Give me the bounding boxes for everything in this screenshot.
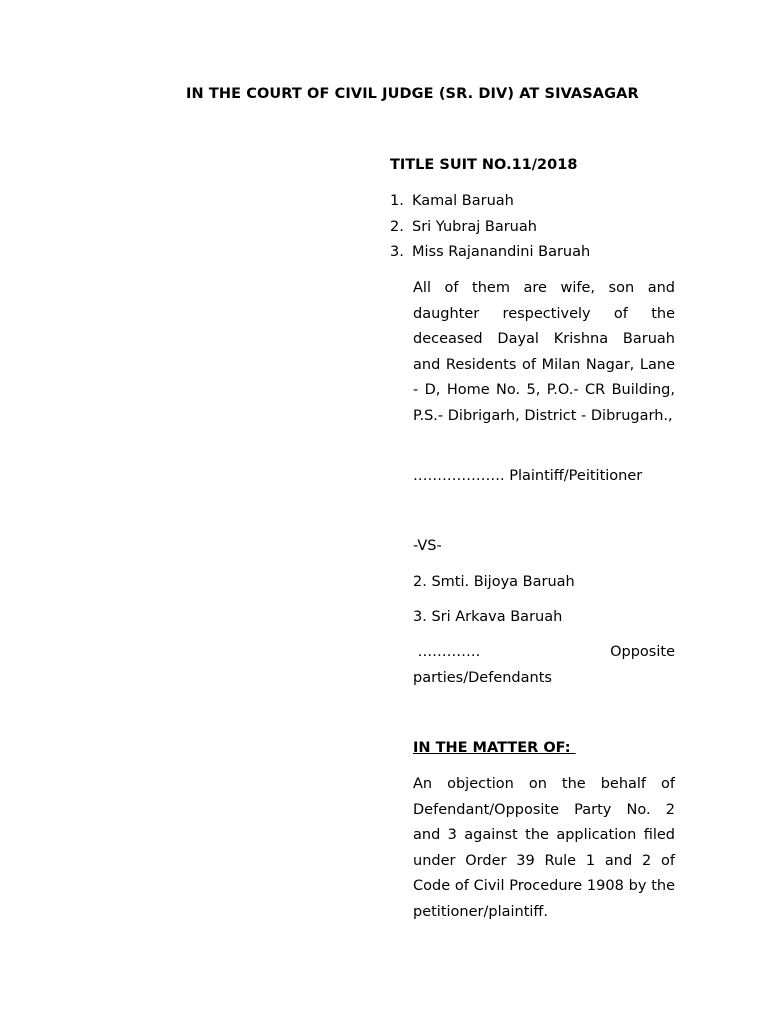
defendant-role-dots: …………. xyxy=(413,644,481,660)
plaintiff-list xyxy=(390,192,590,269)
plaintiff-number: 3. xyxy=(390,244,404,261)
defendant-role xyxy=(413,640,675,691)
plaintiff-name: Kamal Baruah xyxy=(412,193,514,209)
plaintiff-name: Sri Yubraj Baruah xyxy=(412,218,537,235)
plaintiff-number: 2. xyxy=(390,218,404,235)
plaintiff-item xyxy=(390,243,590,269)
defendant-role-line xyxy=(413,640,675,666)
defendant-role-word: Opposite xyxy=(610,644,675,660)
defendant-item: 2. Smti. Bijoya Baruah xyxy=(413,574,575,590)
matter-heading: IN THE MATTER OF: xyxy=(413,740,576,756)
plaintiff-item xyxy=(390,218,590,244)
matter-body: An objection on the behalf of Defendant/Opposite Party No. 2 and 3 against the application filed under Order 39 Rule 1 and 2 of Code of Civil Procedure 1908 by the petitioner/plaintiff. xyxy=(413,776,675,920)
plaintiff-name: Miss Rajanandini Baruah xyxy=(412,244,591,261)
plaintiff-number: 1. xyxy=(390,193,404,209)
versus-marker: -VS- xyxy=(413,538,442,554)
defendant-role-rest: parties/Defendants xyxy=(413,669,552,686)
plaintiff-item xyxy=(390,192,590,218)
court-title: IN THE COURT OF CIVIL JUDGE (SR. DIV) AT SIVASAGAR xyxy=(186,86,639,102)
plaintiff-description: All of them are wife, son and daughter respectively of the deceased Dayal Krishna Baruah and Residents of Milan Nagar, Lane - D, Home No. 5, P.O.- CR Building, P.S.- Dibrigarh, District - Dibrugarh., xyxy=(413,280,675,424)
defendant-item: 3. Sri Arkava Baruah xyxy=(413,609,563,625)
plaintiff-role: ………………. Plaintiff/Peititioner xyxy=(413,468,643,484)
suit-number: TITLE SUIT NO.11/2018 xyxy=(390,157,578,173)
